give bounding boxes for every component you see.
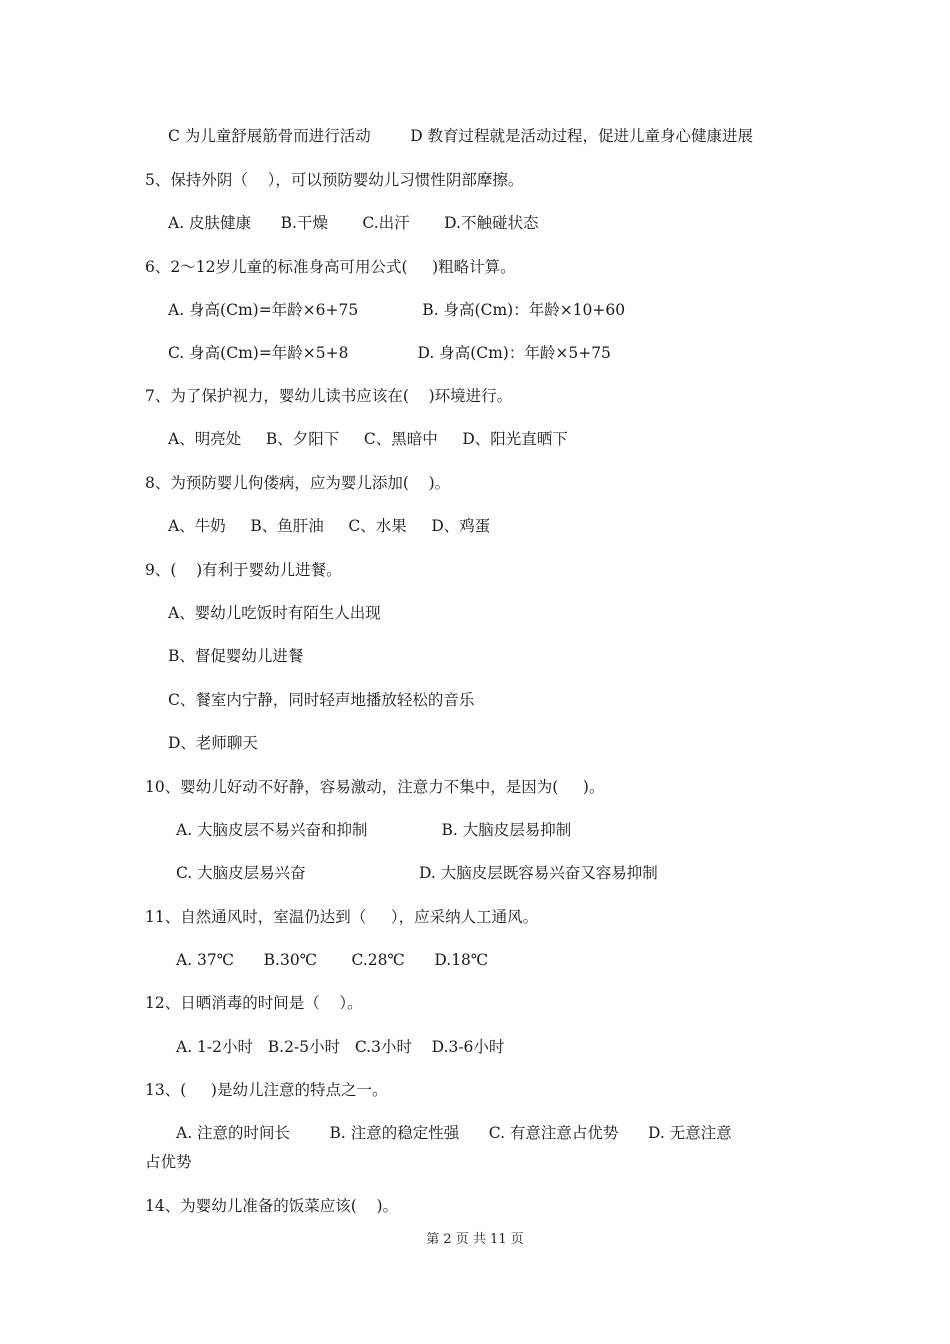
options-10-cd: C. 大脑皮层易兴奋 D. 大脑皮层既容易兴奋又容易抑制 <box>176 864 658 882</box>
question-10: 10、婴幼儿好动不好静，容易激动，注意力不集中，是因为( )。 <box>145 778 605 796</box>
options-6-cd: C. 身高(Cm)=年龄×5+8 D. 身高(Cm)：年龄×5+75 <box>168 344 611 362</box>
options-7: A、明亮处 B、夕阳下 C、黑暗中 D、阳光直晒下 <box>168 430 568 448</box>
option-9-c: C、餐室内宁静，同时轻声地播放轻松的音乐 <box>168 691 475 709</box>
option-9-d: D、老师聊天 <box>168 734 258 752</box>
options-11: A. 37℃ B.30℃ C.28℃ D.18℃ <box>176 951 489 969</box>
question-9: 9、( )有利于婴幼儿进餐。 <box>145 561 342 579</box>
question-14: 14、为婴幼儿准备的饭菜应该( )。 <box>145 1197 399 1215</box>
options-12: A. 1-2小时 B.2-5小时 C.3小时 D.3-6小时 <box>176 1038 505 1056</box>
option-9-a: A、婴幼儿吃饭时有陌生人出现 <box>168 604 381 622</box>
question-5: 5、保持外阴（ ），可以预防婴幼儿习惯性阴部摩擦。 <box>145 171 524 189</box>
question-13: 13、( )是幼儿注意的特点之一。 <box>145 1081 388 1099</box>
question-12: 12、日晒消毒的时间是（ ）。 <box>145 994 363 1012</box>
question-8: 8、为预防婴儿佝偻病，应为婴儿添加( )。 <box>145 474 451 492</box>
options-5: A. 皮肤健康 B.干燥 C.出汗 D.不触碰状态 <box>168 214 539 232</box>
option-9-b: B、督促婴幼儿进餐 <box>168 647 304 665</box>
question-11: 11、自然通风时，室温仍达到（ ），应采纳人工通风。 <box>145 908 539 926</box>
option-line-c-d: C 为儿童舒展筋骨而进行活动 D 教育过程就是活动过程，促进儿童身心健康进展 <box>168 127 754 145</box>
question-6: 6、2～12岁儿童的标准身高可用公式( )粗略计算。 <box>145 258 516 276</box>
options-6-ab: A. 身高(Cm)=年龄×6+75 B. 身高(Cm)：年龄×10+60 <box>168 301 626 319</box>
options-13-cont: 占优势 <box>145 1153 192 1171</box>
options-13: A. 注意的时间长 B. 注意的稳定性强 C. 有意注意占优势 D. 无意注意 <box>176 1124 732 1142</box>
options-10-ab: A. 大脑皮层不易兴奋和抑制 B. 大脑皮层易抑制 <box>176 821 572 839</box>
page-number-footer: 第 2 页 共 11 页 <box>426 1232 524 1247</box>
question-7: 7、为了保护视力，婴幼儿读书应该在( )环境进行。 <box>145 387 513 405</box>
options-8: A、牛奶 B、鱼肝油 C、水果 D、鸡蛋 <box>168 517 491 535</box>
